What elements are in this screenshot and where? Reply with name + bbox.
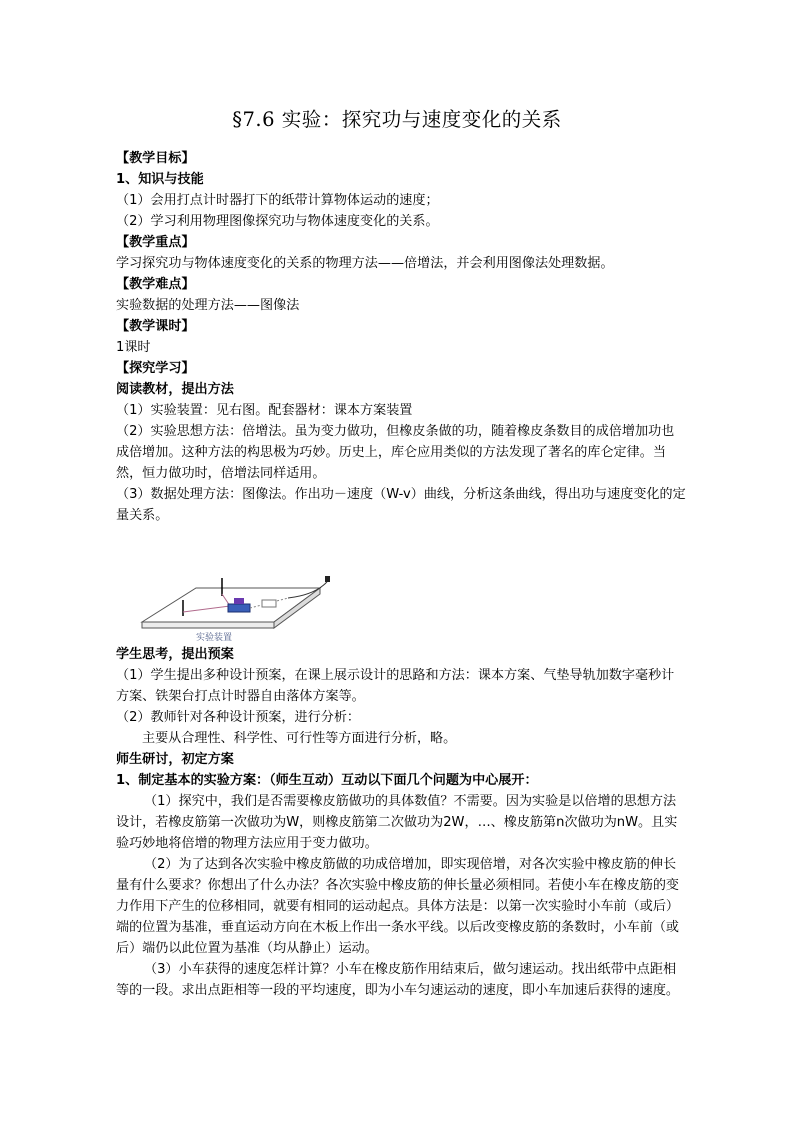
timer xyxy=(262,600,276,607)
subheading-discussion: 师生研讨，初定方案 xyxy=(116,752,234,767)
heading-objectives: 【教学目标】 xyxy=(116,151,195,166)
paragraph: （3）小车获得的速度怎样计算？小车在橡皮筋作用结束后，做匀速运动。找出纸带中点距相等的一段。求出点距相等一段的平均速度，即为小车匀速运动的速度，即小车加速后获得的速度。 xyxy=(116,962,680,998)
subheading-basic-plan: 1、制定基本的实验方案：（师生互动）互动以下面几个问题为中心展开： xyxy=(116,773,538,788)
heading-difficulties: 【教学难点】 xyxy=(116,277,195,292)
board-front xyxy=(142,622,274,628)
plug xyxy=(325,576,330,582)
paragraph: （3）数据处理方法：图像法。作出功－速度（W-v）曲线，分析这条曲线，得出功与速度变化的定量关系。 xyxy=(116,487,686,523)
paragraph: （1）实验装置：见右图。配套器材：课本方案装置 xyxy=(116,403,413,418)
paragraph: 主要从合理性、科学性、可行性等方面进行分析，略。 xyxy=(142,731,457,746)
document-body xyxy=(116,148,686,1001)
heading-class-hours: 【教学课时】 xyxy=(116,319,195,334)
page-title: §7.6 实验：探究功与速度变化的关系 xyxy=(232,108,562,131)
apparatus-diagram xyxy=(138,576,338,644)
objective-item: （1）会用打点计时器打下的纸带计算物体运动的速度； xyxy=(116,193,439,208)
figure-caption: 实验装置 xyxy=(196,632,233,642)
paragraph: （1）学生提出多种设计预案，在课上展示设计的思路和方法：课本方案、气垫导轨加数字毫秒计方案、铁架台打点计时器自由落体方案等。 xyxy=(116,668,675,704)
heading-key-points: 【教学重点】 xyxy=(116,235,195,250)
heading-inquiry: 【探究学习】 xyxy=(116,361,195,376)
cart xyxy=(228,604,250,612)
subheading-read-textbook: 阅读教材，提出方法 xyxy=(116,382,234,397)
paragraph: （2）教师针对各种设计预案，进行分析： xyxy=(116,710,361,725)
subheading-student-thinking: 学生思考，提出预案 xyxy=(116,647,234,662)
class-hours-text: 1课时 xyxy=(116,340,151,355)
paragraph: （1）探究中，我们是否需要橡皮筋做功的具体数值？不需要。因为实验是以倍增的思想方法设计，若橡皮筋第一次做功为W，则橡皮筋第二次做功为2W，…、橡皮筋第n次做功为nW。且实验巧妙地将倍增的物理方法应用于变力做功。 xyxy=(116,794,678,851)
cart-weight xyxy=(234,598,244,604)
difficulties-text: 实验数据的处理方法——图像法 xyxy=(116,298,300,313)
experiment-figure xyxy=(116,526,686,644)
paragraph: （2）实验思想方法：倍增法。虽为变力做功，但橡皮条做的功，随着橡皮条数目的成倍增加功也成倍增加。这种方法的构思极为巧妙。历史上，库仑应用类似的方法发现了著名的库仑定律。当然，恒力做功时，倍增法同样适用。 xyxy=(116,424,675,481)
key-points-text: 学习探究功与物体速度变化的关系的物理方法——倍增法，并会利用图像法处理数据。 xyxy=(116,256,614,271)
objective-item: （2）学习利用物理图像探究功与物体速度变化的关系。 xyxy=(116,214,439,229)
paragraph: （2）为了达到各次实验中橡皮筋做的功成倍增加，即实现倍增，对各次实验中橡皮筋的伸长量有什么要求？你想出了什么办法？各次实验中橡皮筋的伸长量必须相同。若使小车在橡皮筋的变力作用下产生的位移相同，就要有相同的运动起点。具体方法是：以第一次实验时小车前（或后）端的位置为基准，垂直运动方向在木板上作出一条水平线。以后改变橡皮筋的条数时，小车前（或后）端仍以此位置为基准（均从静止）运动。 xyxy=(116,857,680,956)
subheading-knowledge-skills: 1、知识与技能 xyxy=(116,172,204,187)
